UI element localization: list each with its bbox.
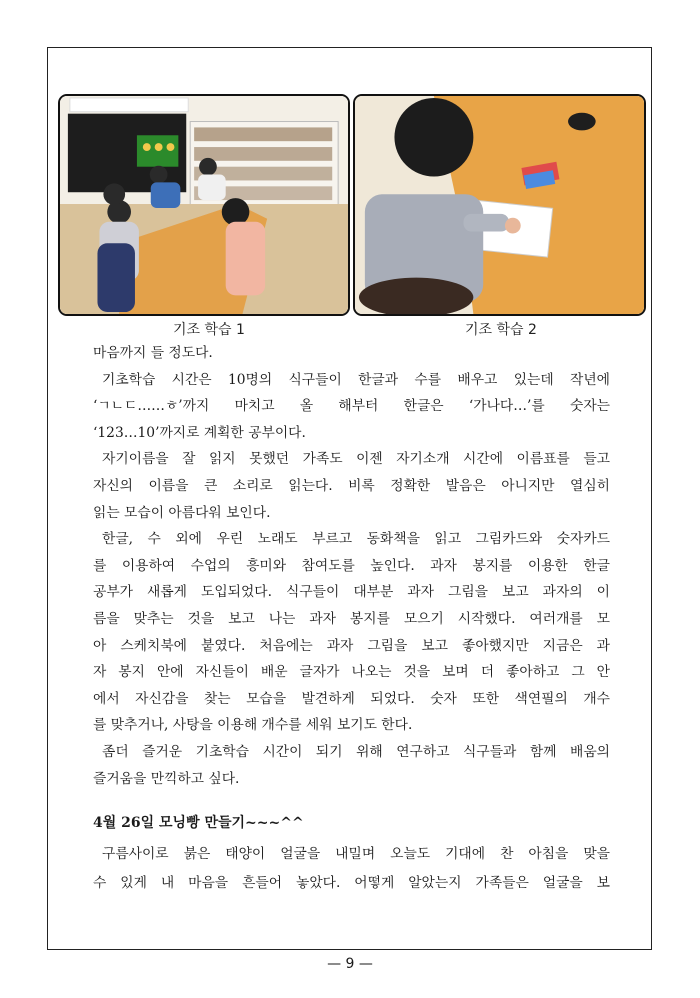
paragraph-line: 름을 맞추는 것을 보고 나는 과자 봉지를 모으기 시작했다. 여러개를 모 xyxy=(93,610,610,627)
paragraph-line: 마음까지 들 정도다. xyxy=(93,345,213,361)
paragraph-line: 즐거움을 만끽하고 싶다. xyxy=(93,770,240,787)
paragraph-line: 자기이름을 잘 읽지 못했던 가족도 이젠 자기소개 시간에 이름표를 들고 xyxy=(102,451,610,468)
paragraph-line: 를 이용하여 수업의 흥미와 참여도를 높인다. 과자 봉지를 이용한 한글 xyxy=(93,557,610,574)
section-heading: 4월 26일 모닝빵 만들기~~~^^ xyxy=(93,815,304,831)
page-number: — 9 — xyxy=(327,956,373,972)
paragraph-line: 아 스케치북에 붙였다. 처음에는 과자 그림을 보고 좋아했지만 지금은 과 xyxy=(93,637,610,654)
paragraph-line: 수 있게 내 마음을 흔들어 놓았다. 어떻게 알았는지 가족들은 얼굴을 보 xyxy=(93,875,610,891)
student-writing-photo xyxy=(353,94,646,316)
paragraph-line: 좀더 즐거운 기초학습 시간이 되기 위해 연구하고 식구들과 함께 배움의 xyxy=(102,743,610,760)
photo2-caption: 기조 학습 2 xyxy=(465,322,537,338)
article-body xyxy=(93,340,610,792)
paragraph-line: 를 맞추거나, 사탕을 이용해 개수를 세워 보기도 한다. xyxy=(93,717,413,734)
paragraph-line: 에서 자신감을 찾는 모습을 발견하게 되었다. 숫자 또한 색연필의 개수 xyxy=(93,690,610,707)
paragraph-line: 읽는 모습이 아름다워 보인다. xyxy=(93,504,271,521)
paragraph-line: 자 봉지 안에 자신들이 배운 글자가 나오는 것을 보며 더 좋아하고 그 안 xyxy=(93,664,610,681)
paragraph-line: 자신의 이름을 큰 소리로 읽는다. 비록 정확한 발음은 아니지만 열심히 xyxy=(93,477,610,494)
paragraph-line: 구름사이로 붉은 태양이 얼굴을 내밀며 오늘도 기대에 찬 아침을 맞을 xyxy=(102,846,610,862)
classroom-photo xyxy=(58,94,350,316)
paragraph-line: ‘ㄱㄴㄷ……ㅎ’까지 마치고 올 해부터 한글은 ‘가나다…’를 숫자는 xyxy=(93,398,610,415)
section-body xyxy=(93,840,610,898)
paragraph-line: ‘123…10’까지로 계획한 공부이다. xyxy=(93,424,306,441)
paragraph-line: 공부가 새롭게 도입되었다. 식구들이 대부분 과자 그림을 보고 과자의 이 xyxy=(93,584,610,601)
paragraph-line: 기초학습 시간은 10명의 식구들이 한글과 수를 배우고 있는데 작년에 xyxy=(102,371,610,388)
paragraph-line: 한글, 수 외에 우린 노래도 부르고 동화책을 읽고 그림카드와 숫자카드 xyxy=(102,531,610,548)
photo1-caption: 기조 학습 1 xyxy=(173,322,245,338)
